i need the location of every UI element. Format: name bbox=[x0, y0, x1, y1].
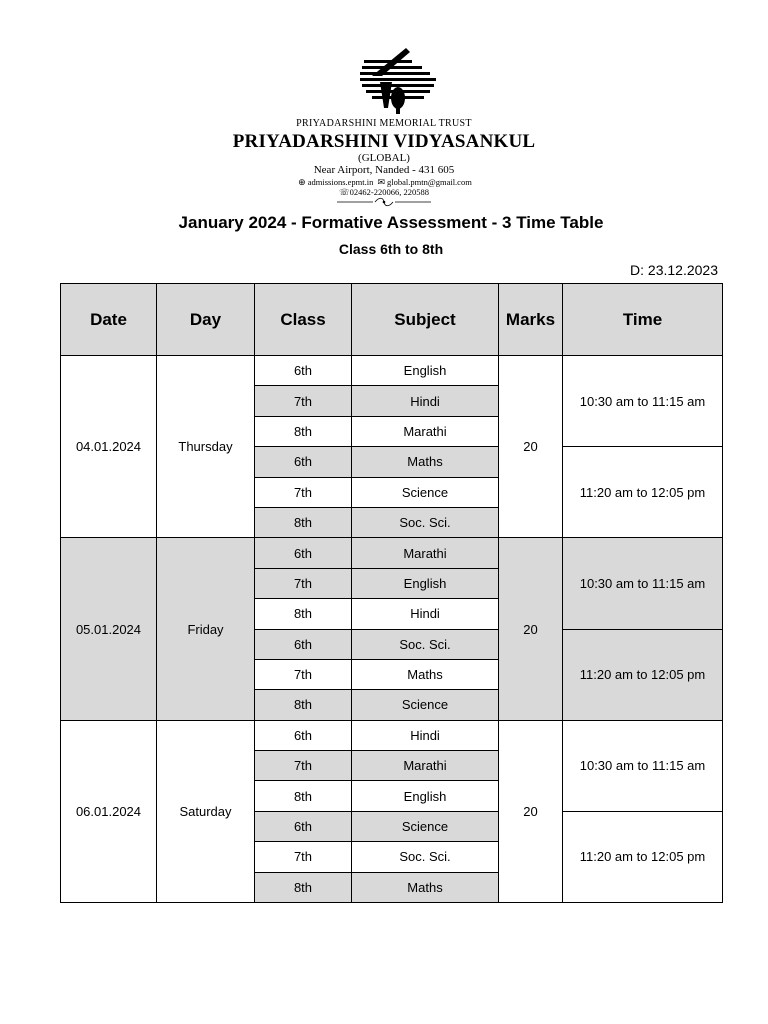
day-cell: Thursday bbox=[157, 356, 255, 538]
subject-cell: Hindi bbox=[352, 599, 499, 629]
class-cell: 6th bbox=[255, 538, 352, 568]
class-cell: 6th bbox=[255, 811, 352, 841]
marks-cell: 20 bbox=[499, 720, 563, 902]
column-header-day: Day bbox=[157, 284, 255, 356]
phone-text: 02462-220066, 220588 bbox=[349, 187, 429, 197]
subject-cell: Science bbox=[352, 811, 499, 841]
column-header-date: Date bbox=[61, 284, 157, 356]
marks-cell: 20 bbox=[499, 356, 563, 538]
phone-icon: ☏ bbox=[339, 187, 350, 197]
day-cell: Saturday bbox=[157, 720, 255, 902]
school-logo-icon bbox=[358, 46, 440, 116]
column-header-marks: Marks bbox=[499, 284, 563, 356]
school-tag: (GLOBAL) bbox=[358, 152, 410, 164]
subject-cell: Marathi bbox=[352, 751, 499, 781]
subject-cell: Marathi bbox=[352, 416, 499, 446]
website-text: admissions.epmt.in bbox=[307, 177, 374, 187]
class-cell: 7th bbox=[255, 842, 352, 872]
school-name: PRIYADARSHINI VIDYASANKUL bbox=[232, 131, 536, 152]
table-row bbox=[61, 538, 723, 568]
class-cell: 8th bbox=[255, 781, 352, 811]
table-header-row bbox=[61, 284, 723, 356]
subject-cell: Soc. Sci. bbox=[352, 842, 499, 872]
document-subtitle: Class 6th to 8th bbox=[338, 241, 444, 257]
class-cell: 6th bbox=[255, 720, 352, 750]
table-row bbox=[61, 356, 723, 386]
time-cell: 10:30 am to 11:15 am bbox=[563, 538, 723, 629]
email-text: global.pmtn@gmail.com bbox=[387, 177, 472, 187]
class-cell: 7th bbox=[255, 386, 352, 416]
ornament-divider-icon bbox=[337, 197, 431, 207]
class-cell: 6th bbox=[255, 629, 352, 659]
subject-cell: Maths bbox=[352, 659, 499, 689]
subject-cell: Soc. Sci. bbox=[352, 507, 499, 537]
mail-icon: ✉ bbox=[377, 177, 386, 187]
class-cell: 6th bbox=[255, 447, 352, 477]
document-date: D: 23.12.2023 bbox=[630, 262, 718, 278]
time-cell: 11:20 am to 12:05 pm bbox=[563, 447, 723, 538]
subject-cell: Hindi bbox=[352, 386, 499, 416]
class-cell: 7th bbox=[255, 659, 352, 689]
subject-cell: Science bbox=[352, 690, 499, 720]
class-cell: 8th bbox=[255, 599, 352, 629]
subject-cell: English bbox=[352, 568, 499, 598]
date-cell: 05.01.2024 bbox=[61, 538, 157, 720]
subject-cell: English bbox=[352, 356, 499, 386]
subject-cell: Marathi bbox=[352, 538, 499, 568]
class-cell: 7th bbox=[255, 477, 352, 507]
globe-icon: ⊕ bbox=[298, 177, 306, 187]
marks-cell: 20 bbox=[499, 538, 563, 720]
subject-cell: Maths bbox=[352, 872, 499, 902]
column-header-class: Class bbox=[255, 284, 352, 356]
subject-cell: Hindi bbox=[352, 720, 499, 750]
time-cell: 10:30 am to 11:15 am bbox=[563, 356, 723, 447]
school-address: Near Airport, Nanded - 431 605 bbox=[313, 164, 455, 176]
class-cell: 8th bbox=[255, 690, 352, 720]
class-cell: 7th bbox=[255, 751, 352, 781]
class-cell: 8th bbox=[255, 507, 352, 537]
subject-cell: Science bbox=[352, 477, 499, 507]
class-cell: 8th bbox=[255, 872, 352, 902]
subject-cell: Soc. Sci. bbox=[352, 629, 499, 659]
class-cell: 7th bbox=[255, 568, 352, 598]
time-cell: 10:30 am to 11:15 am bbox=[563, 720, 723, 811]
date-cell: 06.01.2024 bbox=[61, 720, 157, 902]
table-row bbox=[61, 720, 723, 750]
trust-name: PRIYADARSHINI MEMORIAL TRUST bbox=[296, 118, 472, 129]
date-cell: 04.01.2024 bbox=[61, 356, 157, 538]
class-cell: 8th bbox=[255, 416, 352, 446]
subject-cell: Maths bbox=[352, 447, 499, 477]
time-cell: 11:20 am to 12:05 pm bbox=[563, 629, 723, 720]
class-cell: 6th bbox=[255, 356, 352, 386]
column-header-time: Time bbox=[563, 284, 723, 356]
subject-cell: English bbox=[352, 781, 499, 811]
column-header-subject: Subject bbox=[352, 284, 499, 356]
day-cell: Friday bbox=[157, 538, 255, 720]
time-cell: 11:20 am to 12:05 pm bbox=[563, 811, 723, 902]
timetable bbox=[60, 283, 723, 903]
document-title: January 2024 - Formative Assessment - 3 Time Table bbox=[178, 213, 604, 232]
